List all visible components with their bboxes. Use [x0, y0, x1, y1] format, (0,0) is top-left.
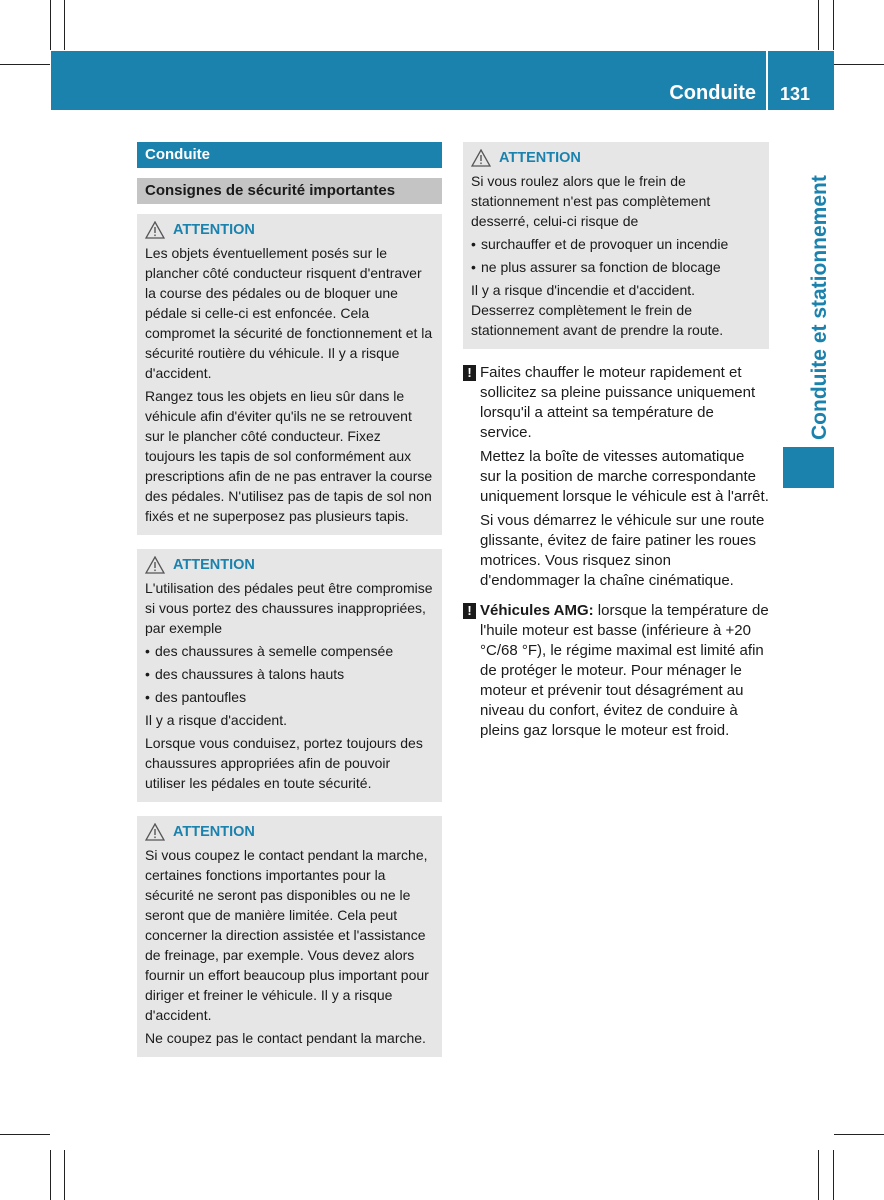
section-subtitle: Consignes de sécurité importantes [137, 178, 442, 204]
warning-paragraph: L'utilisation des pédales peut être compromise si vous portez des chaussures inappropriées, par exemple [145, 580, 433, 636]
crop-mark [0, 1134, 50, 1135]
note-bold-lead: Véhicules AMG: [480, 602, 594, 619]
warning-paragraph: Lorsque vous conduisez, portez toujours des chaussures appropriées afin de pouvoir utiliser les pédales en toute sécurité. [145, 735, 423, 791]
warning-triangle-icon [145, 221, 165, 239]
warning-heading-text: ATTENTION [499, 150, 581, 166]
warning-box [137, 816, 442, 1057]
running-header-title: Conduite [669, 82, 756, 104]
warning-heading [471, 148, 761, 168]
warning-heading-text: ATTENTION [173, 824, 255, 840]
warning-heading-text: ATTENTION [173, 557, 255, 573]
bullet-item: • des chaussures à talons hauts [145, 664, 434, 684]
warning-heading [145, 555, 434, 575]
warning-paragraph: Les objets éventuellement posés sur le plancher côté conducteur risquent d'entraver la course des pédales ou de bloquer une pédale si celle-ci est enfoncée. Cela compromet la sécurité de fonctionnement et la sécurité routière du véhicule. Il y a risque d'accident. [145, 245, 433, 381]
warning-paragraph: Il y a risque d'accident. [145, 712, 287, 728]
bullet-item: • surchauffer et de provoquer un incendie [471, 234, 761, 254]
warning-paragraph: Ne coupez pas le contact pendant la marche. [145, 1030, 426, 1046]
warning-triangle-icon [145, 823, 165, 841]
crop-mark [64, 1150, 65, 1200]
section-title: Conduite [137, 142, 442, 168]
page-number: 131 [780, 84, 811, 104]
warning-box [137, 549, 442, 802]
warning-paragraph: Si vous coupez le contact pendant la marche, certaines fonctions importantes pour la sécurité ne seront pas disponibles ou ne le seront que de manière limitée. Cela peut concerner la direction assistée et l'assistance de freinage, par exemple. Vous devez alors fournir un effort beaucoup plus important pour diriger et freiner le véhicule. Il y a risque d'accident. [145, 847, 429, 1023]
crop-mark [834, 1134, 884, 1135]
warning-paragraph: Rangez tous les objets en lieu sûr dans le véhicule afin d'éviter qu'ils ne se retrouvent sur le plancher côté conducteur. Fixez toujours les tapis de sol conformément aux prescriptions afin de ne pas entraver la course des pédales. N'utilisez pas de tapis de sol non fixés et ne superposez pas plusieurs tapis. [145, 388, 433, 524]
warning-heading [145, 220, 434, 240]
note-paragraph: Mettez la boîte de vitesses automatique sur la position de marche correspondante uniquement lorsque le véhicule est à l'arrêt. [480, 448, 769, 505]
side-tab-label: Conduite et stationnement [808, 175, 831, 440]
crop-mark [818, 1150, 819, 1200]
left-column [137, 142, 442, 1057]
exclamation-icon: ! [463, 603, 476, 619]
crop-mark [50, 0, 51, 50]
note-text: lorsque la température de l'huile moteur est basse (inférieure à +20 °C/68 °F), le régime maximal est limité afin de protéger le moteur. Pour ménager le moteur et prévenir tout désagrément au niveau du confort, évitez de conduire à pleins gaz lorsque le moteur est froid. [480, 602, 769, 739]
note-paragraph: Si vous démarrez le véhicule sur une route glissante, évitez de faire patiner les roues motrices. Vous risquez sinon d'endommager la chaîne cinématique. [480, 512, 765, 589]
crop-mark [0, 64, 50, 65]
bullet-item: • des chaussures à semelle compensée [145, 641, 434, 661]
warning-triangle-icon [471, 149, 491, 167]
note-paragraph [480, 601, 769, 741]
bullet-item: • des pantoufles [145, 687, 434, 707]
crop-mark [834, 64, 884, 65]
warning-heading [145, 822, 434, 842]
warning-triangle-icon [145, 556, 165, 574]
warning-heading-text: ATTENTION [173, 222, 255, 238]
crop-mark [833, 1150, 834, 1200]
warning-box [137, 214, 442, 535]
crop-mark [818, 0, 819, 50]
note-paragraph: Faites chauffer le moteur rapidement et sollicitez sa pleine puissance uniquement lorsqu'il a atteint sa température de service. [480, 364, 756, 441]
right-column [463, 142, 769, 741]
warning-box [463, 142, 769, 349]
header-separator [766, 51, 768, 110]
crop-mark [833, 0, 834, 50]
note-block [463, 363, 769, 591]
warning-paragraph: Il y a risque d'incendie et d'accident. Desserrez complètement le frein de stationnement avant de prendre la route. [471, 282, 724, 338]
exclamation-icon: ! [463, 365, 476, 381]
crop-mark [64, 0, 65, 50]
bullet-item: • ne plus assurer sa fonction de blocage [471, 257, 761, 277]
crop-mark [50, 1150, 51, 1200]
warning-paragraph: Si vous roulez alors que le frein de stationnement n'est pas complètement desserré, celui-ci risque de [471, 173, 711, 229]
side-tab-marker [783, 447, 834, 488]
note-block [463, 601, 769, 741]
